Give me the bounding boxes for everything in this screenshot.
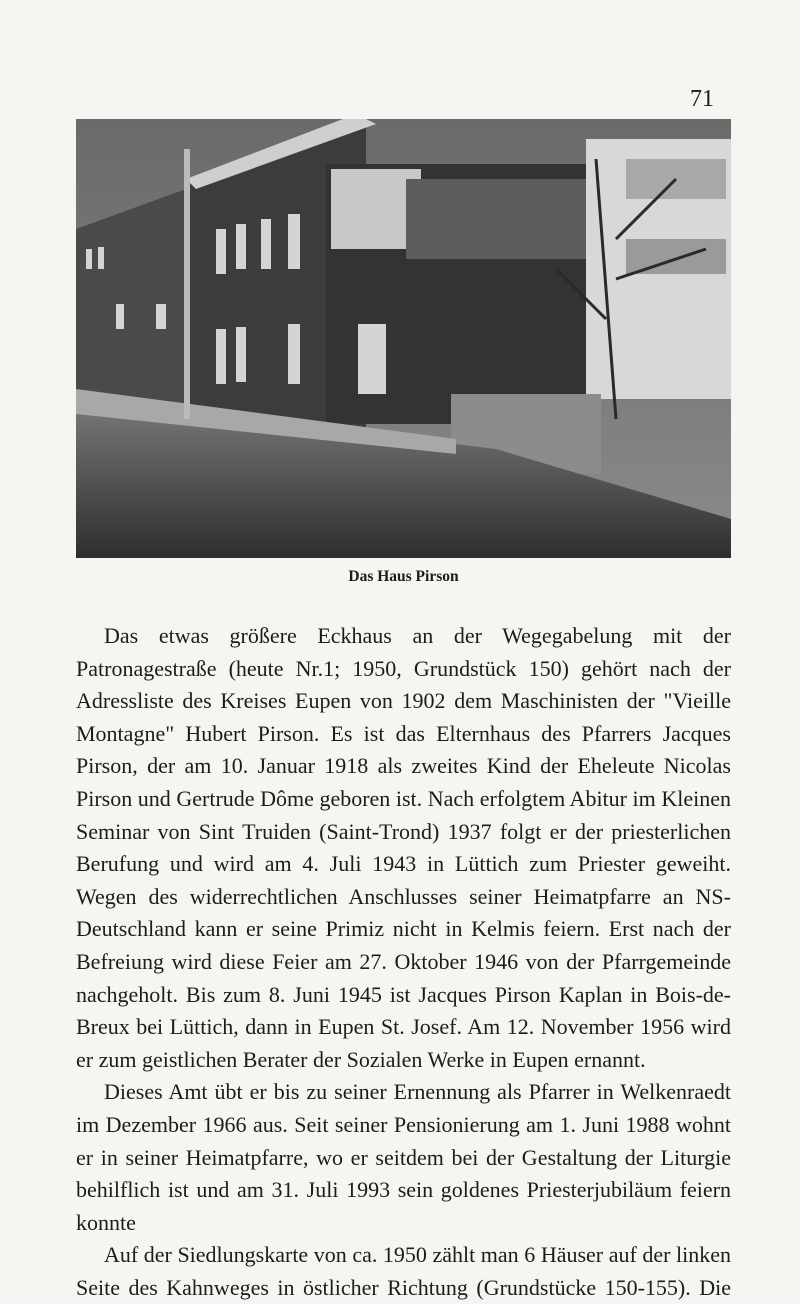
text-line: Deutschland kann er seine Primiz nicht in Kelmis feiern. Erst nach der	[76, 916, 731, 942]
text-line: Montagne" Hubert Pirson. Es ist das Elternhaus des Pfarrers Jacques	[76, 720, 731, 746]
text-line: behilflich ist und am 31. Juli 1993 sein goldenes Priesterjubiläum feiern	[76, 1177, 731, 1203]
text-line: Wegen des widerrechtlichen Anschlusses seiner Heimatpfarre an NS-	[76, 883, 731, 909]
page-number: 71	[690, 86, 714, 112]
paragraph	[76, 620, 731, 1076]
body-text	[76, 620, 731, 1304]
text-line: Seminar von Sint Truiden (Saint-Trond) 1937 folgt er der priesterlichen	[76, 818, 731, 844]
text-line: er zum geistlichen Berater der Sozialen Werke in Eupen ernannt.	[76, 1046, 646, 1072]
text-line: Adressliste des Kreises Eupen von 1902 dem Maschinisten der "Vieille	[76, 688, 731, 714]
text-line: Patronagestraße (heute Nr.1; 1950, Grundstück 150) gehört nach der	[76, 655, 731, 681]
text-line: im Dezember 1966 aus. Seit seiner Pensionierung am 1. Juni 1988 wohnt	[76, 1111, 731, 1137]
photo-haus-pirson	[76, 119, 731, 558]
text-line: konnte	[76, 1209, 136, 1235]
text-line: Seite des Kahnweges in östlicher Richtung (Grundstücke 150-155). Die	[76, 1274, 731, 1300]
text-line: er in seiner Heimatpfarre, wo er seitdem bei der Gestaltung der Liturgie	[76, 1144, 731, 1170]
figure-caption: Das Haus Pirson	[348, 568, 459, 585]
text-line: Das etwas größere Eckhaus an der Wegegabelung mit der	[104, 623, 731, 648]
text-line: Befreiung wird diese Feier am 27. Oktober 1946 von der Pfarrgemeinde	[76, 948, 731, 974]
text-line: Auf der Siedlungskarte von ca. 1950 zählt man 6 Häuser auf der linken	[104, 1242, 731, 1268]
text-line: Pirson und Gertrude Dôme geboren ist. Nach erfolgtem Abitur im Kleinen	[76, 785, 731, 811]
text-line: Dieses Amt übt er bis zu seiner Ernennung als Pfarrer in Welkenraedt	[104, 1079, 731, 1105]
text-line: Breux bei Lüttich, dann in Eupen St. Josef. Am 12. November 1956 wird	[76, 1014, 731, 1040]
text-line: Berufung und wird am 4. Juli 1943 in Lüttich zum Priester geweiht.	[76, 851, 731, 877]
paragraph	[76, 1239, 731, 1304]
text-line: nachgeholt. Bis zum 8. Juni 1945 ist Jacques Pirson Kaplan in Bois-de-	[76, 981, 731, 1007]
paragraph	[76, 1076, 731, 1239]
text-line: Pirson, der am 10. Januar 1918 als zweites Kind der Eheleute Nicolas	[76, 753, 731, 779]
